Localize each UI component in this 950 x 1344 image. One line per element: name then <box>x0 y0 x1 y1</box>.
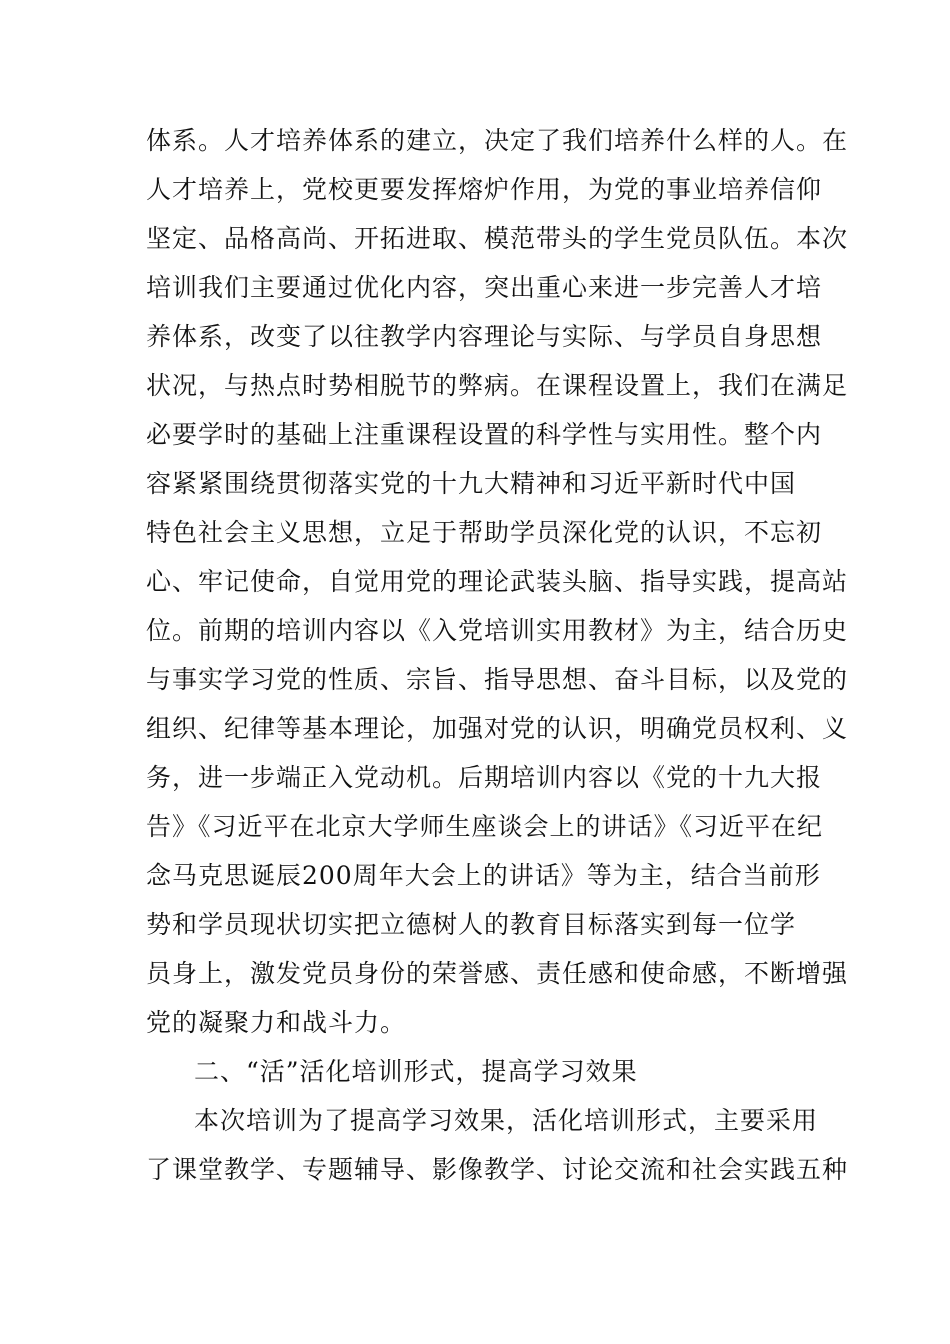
section-heading: 二、“活”活化培训形式，提高学习效果 <box>194 1057 638 1086</box>
paragraph-line: 坚定、品格高尚、开拓进取、模范带头的学生党员队伍。本次 <box>146 224 849 253</box>
paragraph-line: 党的凝聚力和战斗力。 <box>146 1008 407 1037</box>
paragraph-line: 告》《习近平在北京大学师生座谈会上的讲话》《习近平在纪 <box>146 812 824 841</box>
paragraph-line: 本次培训为了提高学习效果，活化培训形式，主要采用 <box>194 1106 819 1135</box>
paragraph-line: 养体系，改变了以往教学内容理论与实际、与学员自身思想 <box>146 322 823 351</box>
paragraph-line: 心、牢记使命，自觉用党的理论武装头脑、指导实践，提高站 <box>146 567 849 596</box>
paragraph-line: 体系。人才培养体系的建立，决定了我们培养什么样的人。在 <box>146 126 849 155</box>
paragraph-line: 了课堂教学、专题辅导、影像教学、讨论交流和社会实践五种 <box>146 1155 849 1184</box>
document-body <box>146 121 849 1199</box>
paragraph-line: 势和学员现状切实把立德树人的教育目标落实到每一位学 <box>146 910 797 939</box>
paragraph-line: 容紧紧围绕贯彻落实党的十九大精神和习近平新时代中国 <box>146 469 797 498</box>
paragraph-line: 培训我们主要通过优化内容，突出重心来进一步完善人才培 <box>146 273 823 302</box>
paragraph-line: 必要学时的基础上注重课程设置的科学性与实用性。整个内 <box>146 420 823 449</box>
paragraph-line: 组织、纪律等基本理论，加强对党的认识，明确党员权利、义 <box>146 714 849 743</box>
paragraph-line: 人才培养上，党校更要发挥熔炉作用，为党的事业培养信仰 <box>146 175 823 204</box>
paragraph-line: 与事实学习党的性质、宗旨、指导思想、奋斗目标，以及党的 <box>146 665 849 694</box>
paragraph-line: 状况，与热点时势相脱节的弊病。在课程设置上，我们在满足 <box>146 371 849 400</box>
paragraph-line: 员身上，激发党员身份的荣誉感、责任感和使命感，不断增强 <box>146 959 849 988</box>
paragraph-line: 务，进一步端正入党动机。后期培训内容以《党的十九大报 <box>146 763 823 792</box>
paragraph-line: 特色社会主义思想，立足于帮助学员深化党的认识，不忘初 <box>146 518 823 547</box>
paragraph-line: 位。前期的培训内容以《入党培训实用教材》为主，结合历史 <box>146 616 849 645</box>
paragraph-line: 念马克思诞辰200周年大会上的讲话》等为主，结合当前形 <box>146 861 821 890</box>
